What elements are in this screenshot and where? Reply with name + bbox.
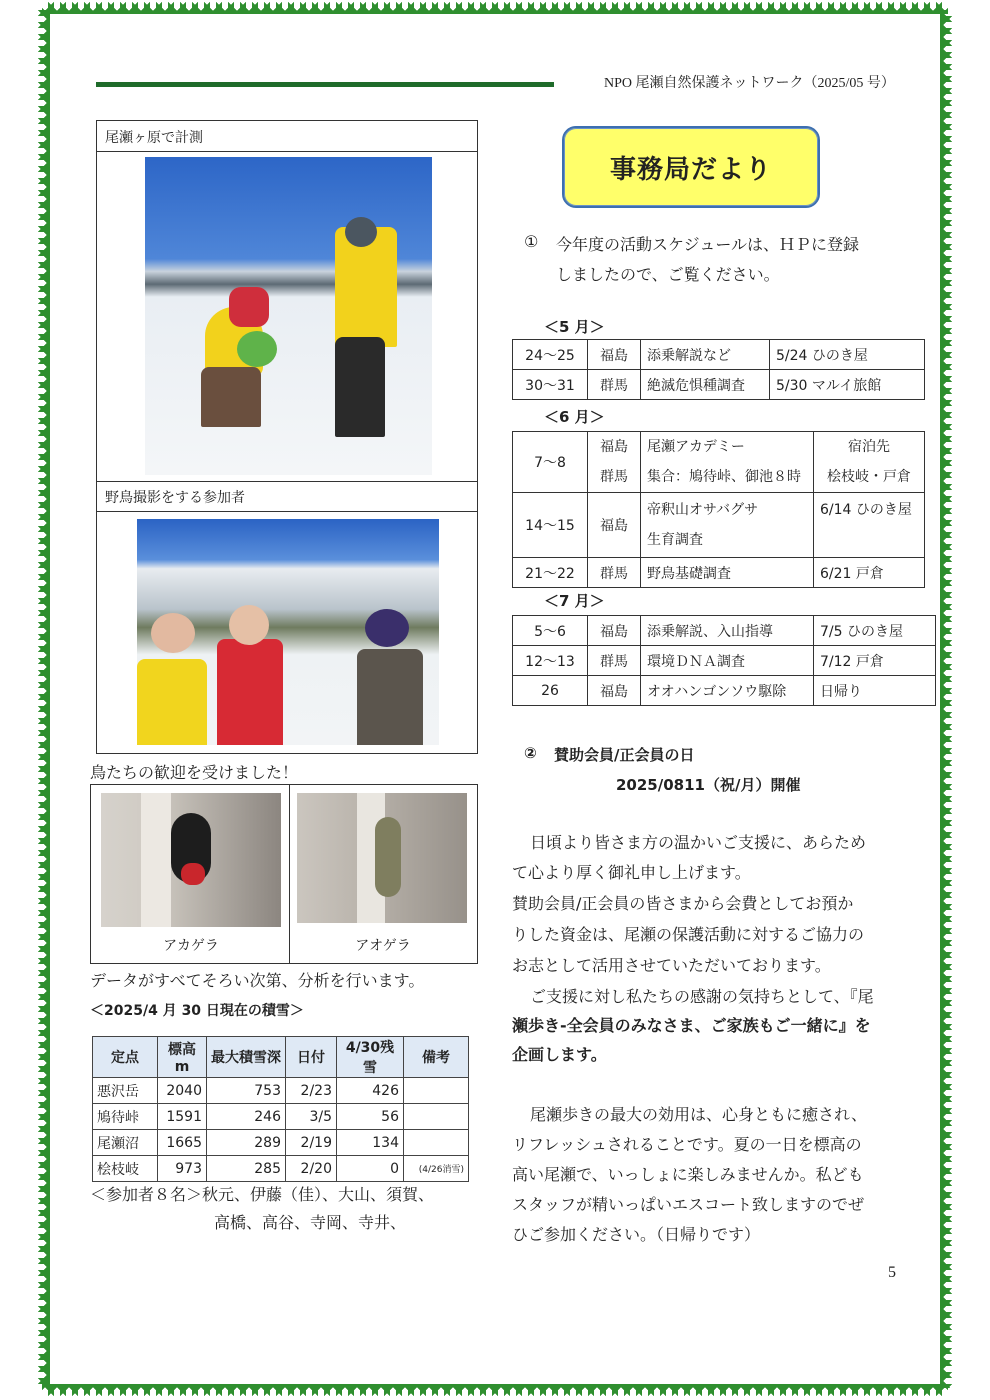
cell: 246 [207, 1104, 286, 1130]
cell-line: 宿泊先 [848, 439, 890, 455]
cell-line: 群馬 [600, 469, 628, 485]
p2-line: 高い尾瀬で、いっしょに楽しみませんか。私ども [512, 1165, 864, 1184]
bird-label-left: アカゲラ [163, 938, 219, 954]
page-number: 5 [888, 1264, 896, 1281]
table-row [93, 1078, 469, 1104]
cell: 3/5 [286, 1104, 337, 1130]
p2-line: ひご参加ください。（日帰りです） [512, 1225, 761, 1244]
cell [404, 1104, 469, 1130]
cell: 285 [207, 1156, 286, 1182]
cell: オオハンゴンソウ駆除 [641, 676, 814, 706]
col-header: 標高m [158, 1037, 207, 1078]
table-row [93, 1104, 469, 1130]
bird-watching-photo [137, 519, 439, 745]
cell: 尾瀬沼 [93, 1130, 158, 1156]
p1-line: 企画します。 [512, 1045, 607, 1064]
table-row [513, 616, 936, 646]
cell [404, 1130, 469, 1156]
p1-line: 賛助会員/正会員の皆さまから会費としてお預か [512, 894, 854, 913]
cell: 群馬 [588, 646, 641, 676]
photo-caption-2: 野鳥撮影をする参加者 [105, 490, 245, 506]
cell: 56 [337, 1104, 404, 1130]
cell: (4/26消雪) [404, 1156, 469, 1182]
border-left [38, 10, 50, 1388]
supporters-heading: 賛助会員/正会員の日 [554, 746, 695, 764]
cell: 7/5 ひのき屋 [814, 616, 936, 646]
cell: 7～8 [513, 432, 588, 493]
cell-line: 生育調査 [647, 532, 703, 548]
p2-line: 尾瀬歩きの最大の効用は、心身ともに癒され、 [530, 1105, 867, 1124]
p1-line: て心より厚く御礼申し上げます。 [512, 863, 751, 882]
cell: 6/14 ひのき屋 [814, 493, 925, 558]
header-rule [96, 82, 554, 87]
cell: 21～22 [513, 558, 588, 588]
cell: 悪沢岳 [93, 1078, 158, 1104]
bird-label-right: アオゲラ [355, 938, 411, 954]
cell: 7/12 戸倉 [814, 646, 936, 676]
cell: 日帰り [814, 676, 936, 706]
july-schedule-table [512, 615, 936, 706]
cell [641, 493, 814, 558]
cell: 973 [158, 1156, 207, 1182]
analysis-note: データがすべてそろい次第、分析を行います。 [90, 971, 425, 990]
birds-box [90, 784, 478, 964]
woodpecker-photo-right [297, 793, 467, 923]
cell: 26 [513, 676, 588, 706]
cell: 1591 [158, 1104, 207, 1130]
table-row [93, 1156, 469, 1182]
may-label: ＜5 月＞ [544, 318, 605, 336]
july-label: ＜7 月＞ [544, 592, 605, 610]
cell: 福島 [588, 676, 641, 706]
snow-measuring-photo [145, 157, 432, 475]
cell: 福島 [588, 616, 641, 646]
table-row [513, 676, 936, 706]
border-bottom [42, 1384, 948, 1396]
cell: 鳩待峠 [93, 1104, 158, 1130]
p2-line: リフレッシュされることです。夏の一日を標高の [512, 1135, 862, 1154]
birds-welcome: 鳥たちの歓迎を受けました！ [90, 763, 299, 782]
cell-line: 尾瀬アカデミー [647, 439, 745, 455]
table-row [513, 493, 925, 558]
photo-caption-1: 尾瀬ヶ原で計測 [105, 130, 203, 146]
june-schedule-table [512, 431, 925, 588]
table-row [513, 558, 925, 588]
border-top [42, 2, 948, 14]
cell: 絶滅危惧種調査 [641, 370, 770, 400]
cell: 426 [337, 1078, 404, 1104]
p1-line: 日頃より皆さま方の温かいご支援に、あらため [530, 833, 867, 852]
cell-line: 桧枝岐・戸倉 [827, 469, 911, 485]
cell: 2/19 [286, 1130, 337, 1156]
p1-line: ご支援に対し私たちの感謝の気持ちとして、『尾 [530, 987, 874, 1006]
col-header: 最大積雪深 [207, 1037, 286, 1078]
table-row [93, 1130, 469, 1156]
cell: 289 [207, 1130, 286, 1156]
cell [404, 1078, 469, 1104]
cell: 14～15 [513, 493, 588, 558]
cell: 12～13 [513, 646, 588, 676]
cell-line: 集合：鳩待峠、御池８時 [647, 469, 801, 485]
col-header: 備考 [404, 1037, 469, 1078]
p1-line: 瀬歩き-全会員のみなさま、ご家族もご一緒に』を [512, 1016, 871, 1035]
col-header: 4/30残雪 [337, 1037, 404, 1078]
cell: 2/23 [286, 1078, 337, 1104]
cell: 2040 [158, 1078, 207, 1104]
photo-box [96, 120, 478, 754]
item1-number: ① [524, 232, 539, 251]
cell: 野鳥基礎調査 [641, 558, 814, 588]
participants-line1: ＜参加者８名＞秋元、伊藤（佳）、大山、須賀、 [90, 1185, 435, 1204]
border-right [940, 10, 952, 1388]
snow-table-header [93, 1037, 469, 1078]
cell: 753 [207, 1078, 286, 1104]
cell: 添乗解説、入山指導 [641, 616, 814, 646]
cell: 2/20 [286, 1156, 337, 1182]
item1-line2: しましたので、ご覧ください。 [556, 265, 780, 284]
cell: 福島 [588, 493, 641, 558]
cell: 0 [337, 1156, 404, 1182]
cell [588, 432, 641, 493]
col-header: 日付 [286, 1037, 337, 1078]
cell-line: 帝釈山オサバグサ [647, 502, 759, 518]
supporters-date: 2025/0811（祝/月）開催 [616, 776, 801, 794]
cell: 群馬 [588, 370, 641, 400]
item2-number: ② [524, 744, 537, 762]
snow-table [92, 1036, 469, 1182]
cell: 環境ＤＮＡ調査 [641, 646, 814, 676]
cell: 桧枝岐 [93, 1156, 158, 1182]
cell: 5/30 マルイ旅館 [770, 370, 925, 400]
snow-table-title: ＜2025/4 月 30 日現在の積雪＞ [90, 1003, 304, 1019]
cell: 5/24 ひのき屋 [770, 340, 925, 370]
june-label: ＜6 月＞ [544, 408, 605, 426]
cell [814, 432, 925, 493]
p2-line: スタッフが精いっぱいエスコート致しますのでぜ [512, 1195, 865, 1214]
cell [641, 432, 814, 493]
cell: 30～31 [513, 370, 588, 400]
woodpecker-photo-left [101, 793, 281, 927]
office-title: 事務局だより [562, 126, 820, 208]
table-row [513, 340, 925, 370]
p1-line: りした資金は、尾瀬の保護活動に対するご協力の [512, 925, 865, 944]
cell: 1665 [158, 1130, 207, 1156]
table-row [513, 370, 925, 400]
table-row [513, 646, 936, 676]
table-row [513, 432, 925, 493]
p1-line: お志として活用させていただいております。 [512, 956, 831, 975]
cell: 5～6 [513, 616, 588, 646]
participants-line2: 高橋、高谷、寺岡、寺井、 [214, 1213, 407, 1232]
cell: 添乗解説など [641, 340, 770, 370]
cell: 134 [337, 1130, 404, 1156]
cell-line: 福島 [600, 439, 628, 455]
cell: 24～25 [513, 340, 588, 370]
may-schedule-table [512, 339, 925, 400]
col-header: 定点 [93, 1037, 158, 1078]
cell: 福島 [588, 340, 641, 370]
cell: 群馬 [588, 558, 641, 588]
item1-line1: 今年度の活動スケジュールは、ＨＰに登録 [556, 235, 860, 254]
cell: 6/21 戸倉 [814, 558, 925, 588]
header-org: NPO 尾瀬自然保護ネットワーク（2025/05 号） [604, 76, 895, 91]
